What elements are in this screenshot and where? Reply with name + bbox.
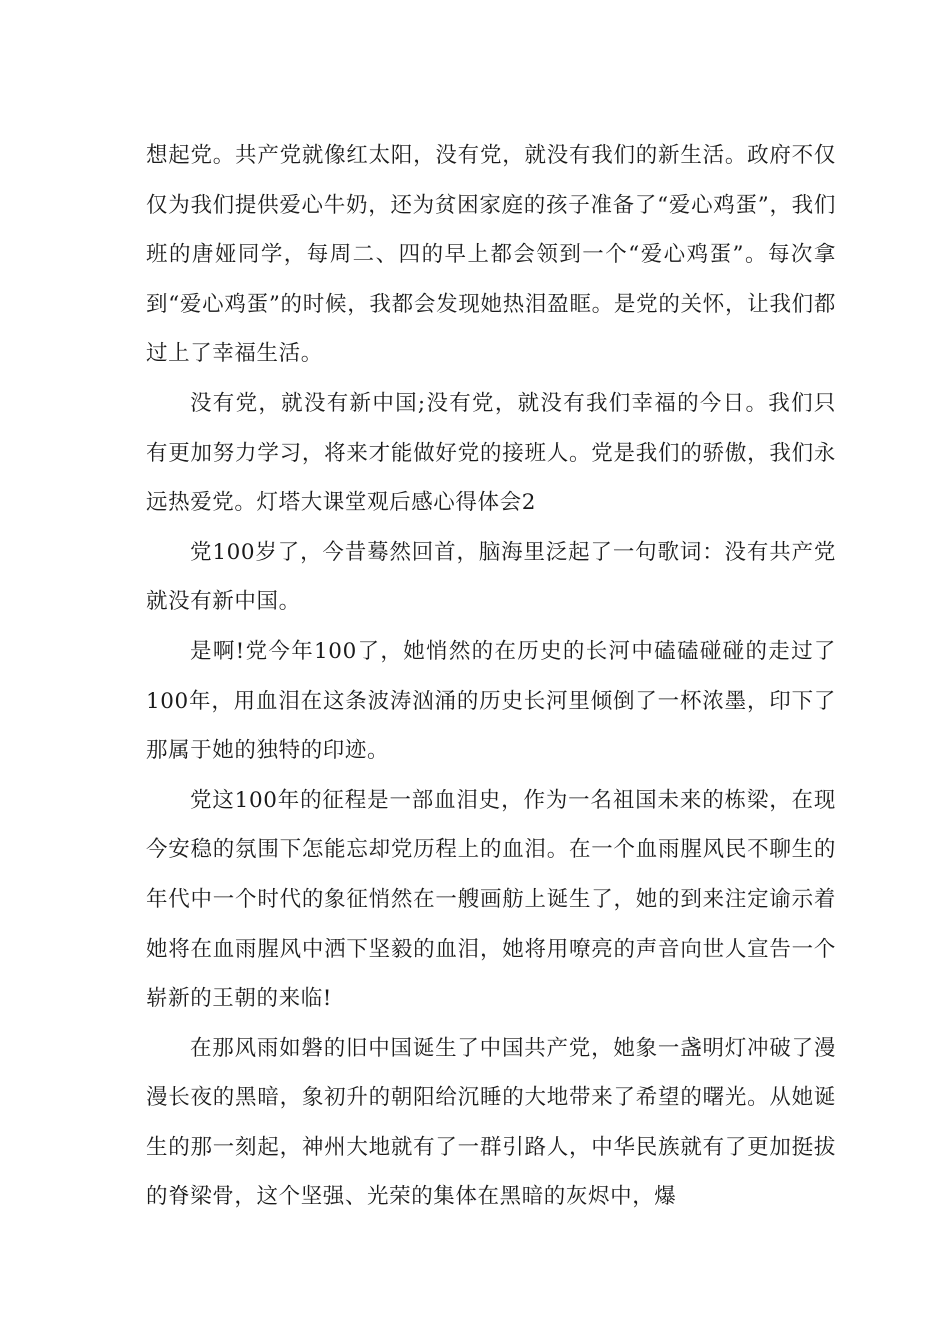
paragraph-1: 想起党。共产党就像红太阳，没有党，就没有我们的新生活。政府不仅仅为我们提供爱心牛奶，还为贫困家庭的孩子准备了“爱心鸡蛋”，我们班的唐娅同学，每周二、四的早上都会领到一个“爱心鸡蛋”。每次拿到“爱心鸡蛋”的时候，我都会发现她热泪盈眶。是党的关怀，让我们都过上了幸福生活。 xyxy=(146,143,836,367)
paragraph-3: 党100岁了，今昔蓦然回首，脑海里泛起了一句歌词：没有共产党就没有新中国。 xyxy=(146,539,836,615)
paragraph-5: 党这100年的征程是一部血泪史，作为一名祖国未来的栋梁，在现今安稳的氛围下怎能忘却党历程上的血泪。在一个血雨腥风民不聊生的年代中一个时代的象征悄然在一艘画舫上诞生了，她的到来注定谕示着她将在血雨腥风中洒下坚毅的血泪，她将用嘹亮的声音向世人宣告一个崭新的王朝的来临! xyxy=(146,787,836,1012)
paragraph-4: 是啊!党今年100了，她悄然的在历史的长河中磕磕碰碰的走过了100年，用血泪在这条波涛汹涌的历史长河里倾倒了一杯浓墨，印下了那属于她的独特的印迹。 xyxy=(146,638,836,764)
paragraph-2: 没有党，就没有新中国;没有党，就没有我们幸福的今日。我们只有更加努力学习，将来才能做好党的接班人。党是我们的骄傲，我们永远热爱党。灯塔大课堂观后感心得体会2 xyxy=(146,390,836,516)
paragraph-6: 在那风雨如磐的旧中国诞生了中国共产党，她象一盏明灯冲破了漫漫长夜的黑暗，象初升的朝阳给沉睡的大地带来了希望的曙光。从她诞生的那一刻起，神州大地就有了一群引路人，中华民族就有了更加挺拔的脊梁骨，这个坚强、光荣的集体在黑暗的灰烬中，爆 xyxy=(146,1035,836,1210)
document-body xyxy=(146,131,836,1222)
